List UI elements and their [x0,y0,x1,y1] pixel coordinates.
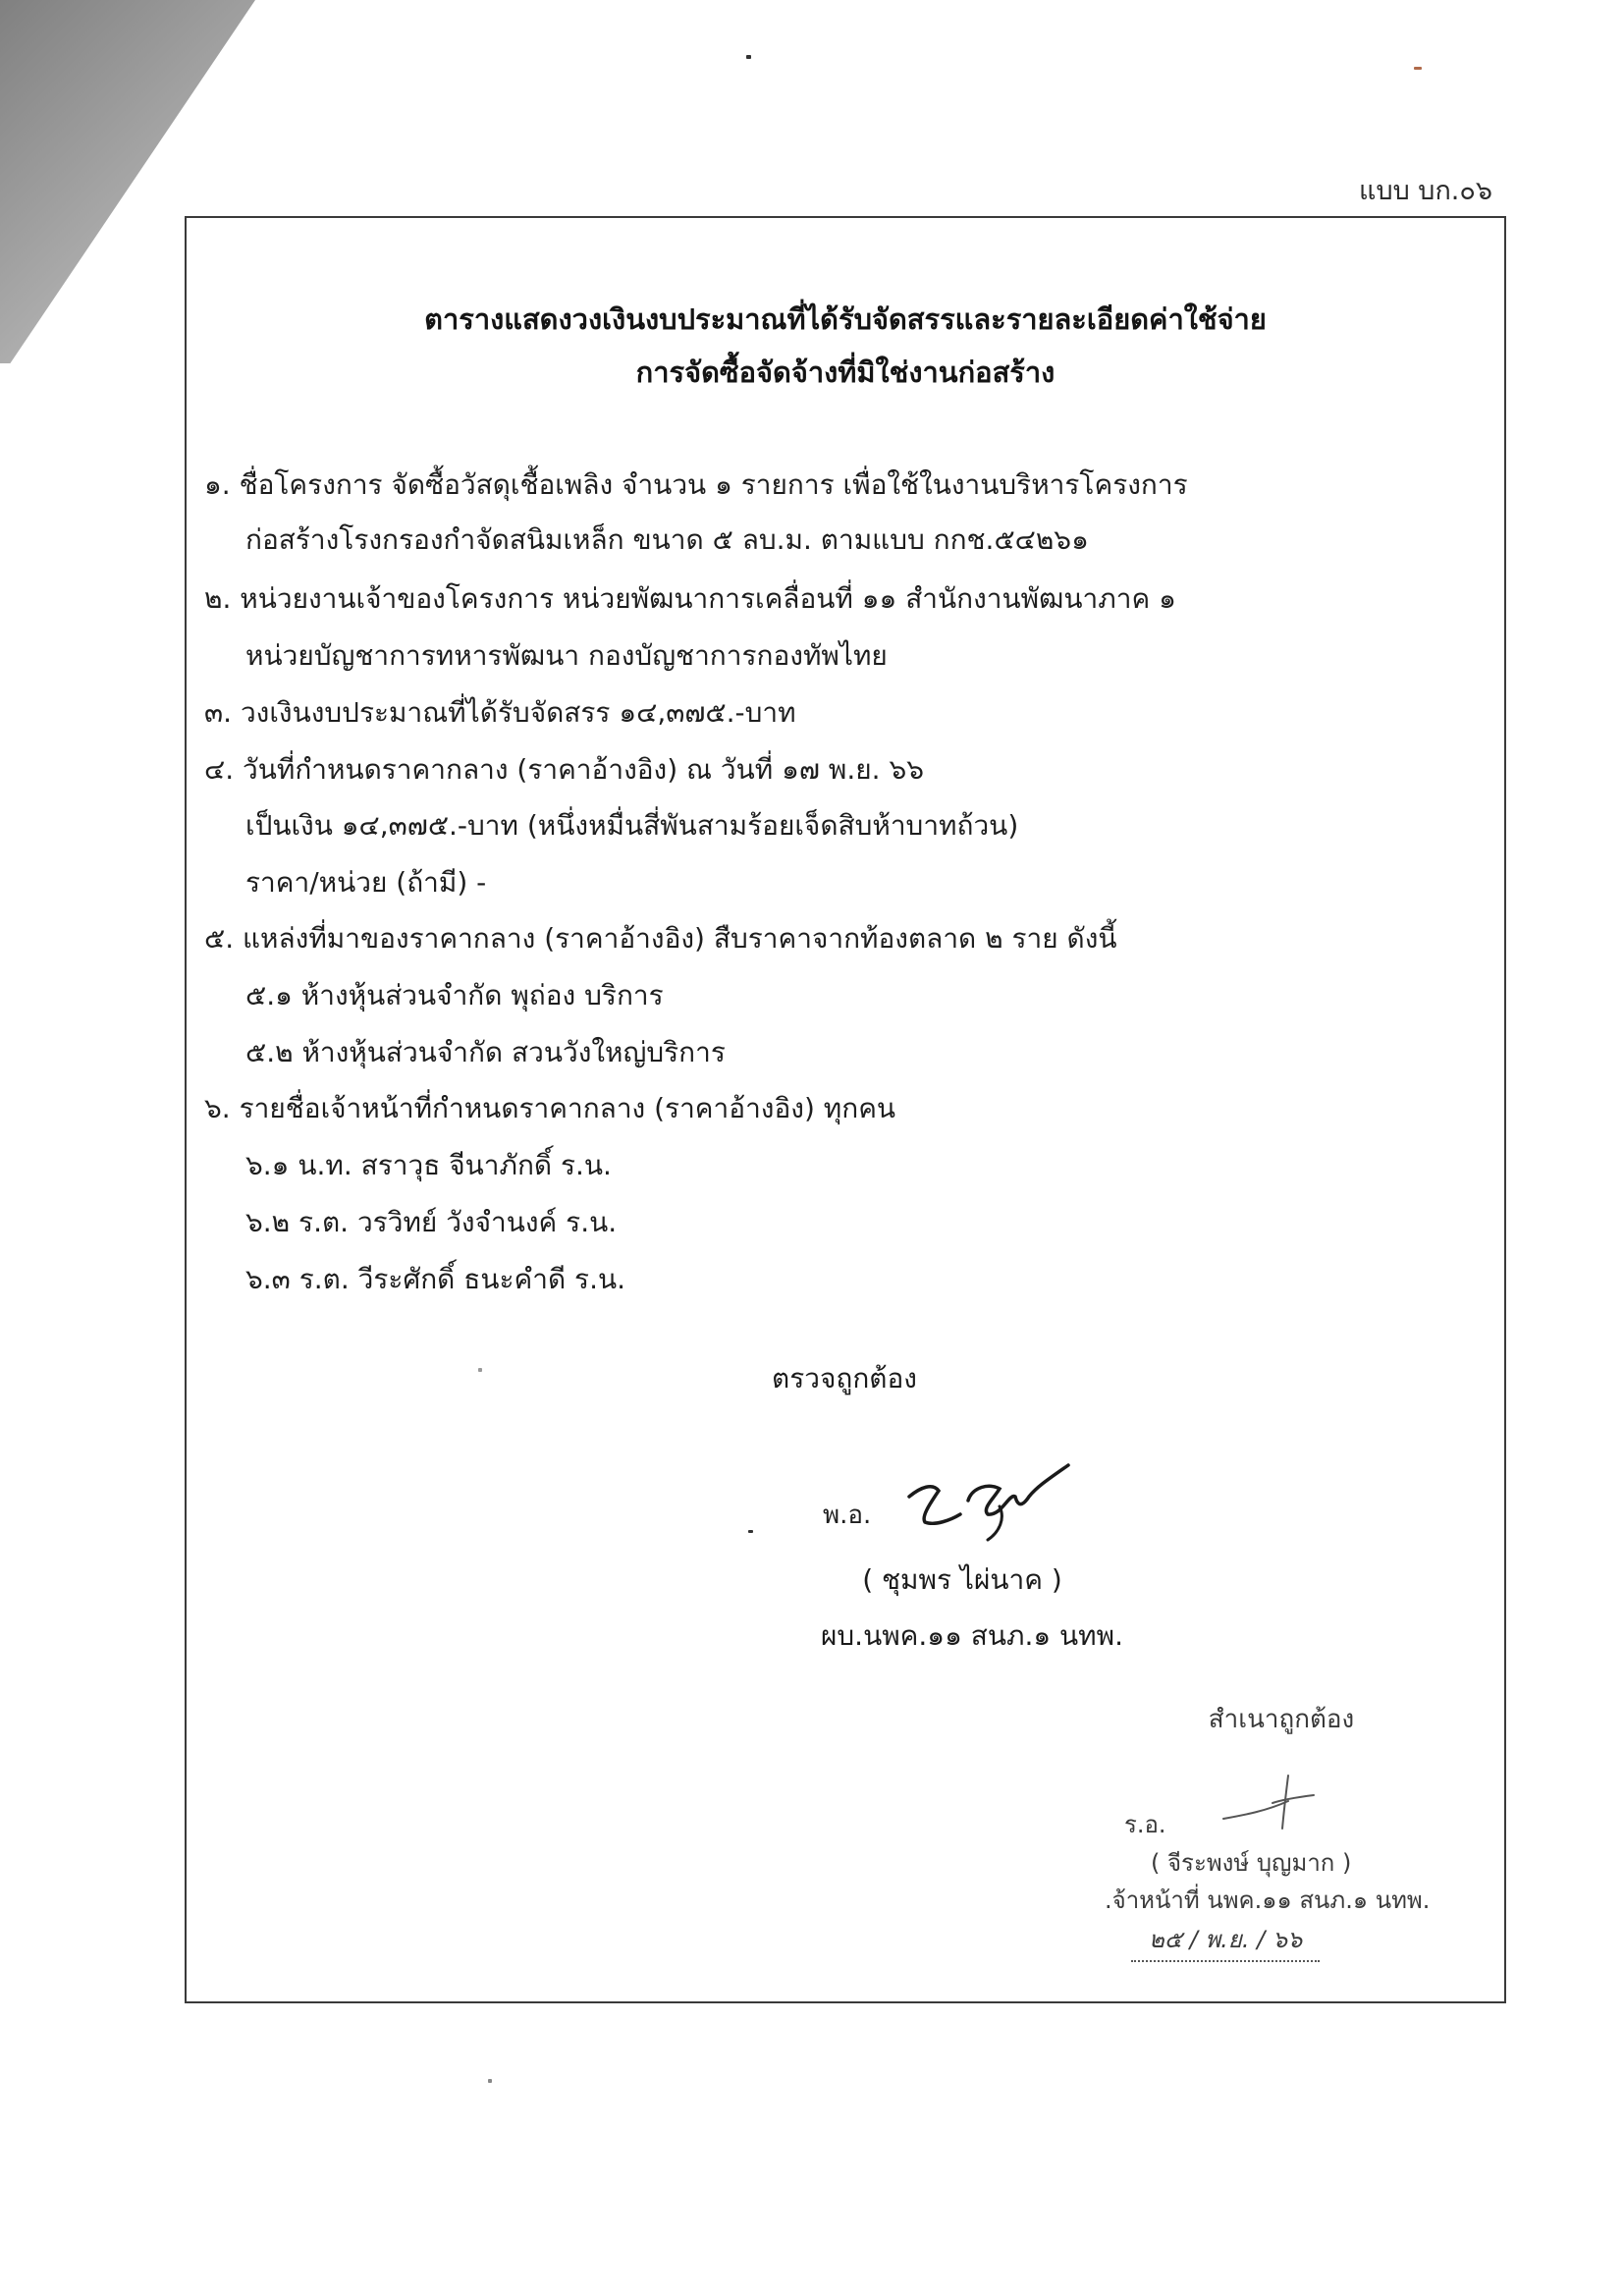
copy-cert-label: สำเนาถูกต้อง [1208,1705,1355,1734]
document-frame [185,216,1506,2003]
item-6-2-officer: ๖.๒ ร.ต. วรวิทย์ วังจำนงค์ ร.น. [245,1206,618,1238]
copy-cert-rank: ร.อ. [1124,1811,1166,1838]
document-title-line1: ตารางแสดงวงเงินงบประมาณที่ได้รับจัดสรรและรายละเอียดค่าใช้จ่าย [424,302,1267,336]
verify-position: ผบ.นพค.๑๑ สนภ.๑ นทพ. [821,1619,1123,1652]
scan-speck [488,2079,492,2083]
item-3-budget: ๓. วงเงินงบประมาณที่ได้รับจัดสรร ๑๔,๓๗๕.-บาท [204,696,796,729]
verify-name: ( ชุมพร ไผ่นาค ) [862,1563,1062,1596]
verify-label: ตรวจถูกต้อง [772,1362,917,1394]
item-5-price-source: ๕. แหล่งที่มาของราคากลาง (ราคาอ้างอิง) สืบราคาจากท้องตลาด ๒ ราย ดังนี้ [204,922,1117,955]
copy-cert-position: .จ้าหน้าที่ นพค.๑๑ สนภ.๑ นทพ. [1105,1886,1431,1914]
scan-speck [746,55,751,59]
item-6-officers: ๖. รายชื่อเจ้าหน้าที่กำหนดราคากลาง (ราคาอ้างอิง) ทุกคน [204,1092,896,1124]
copy-cert-name: ( จีระพงษ์ บุญมาก ) [1151,1849,1352,1877]
verify-rank: พ.อ. [823,1501,872,1530]
item-1-project-name-cont: ก่อสร้างโรงกรองกำจัดสนิมเหล็ก ขนาด ๕ ลบ.ม. ตามแบบ กกช.๕๔๒๖๑ [245,523,1089,556]
item-4-amount: เป็นเงิน ๑๔,๓๗๕.-บาท (หนึ่งหมื่นสี่พันสามร้อยเจ็ดสิบห้าบาทถ้วน) [245,809,1019,842]
copy-cert-date: ๒๕ / พ.ย. / ๖๖ [1131,1920,1320,1962]
item-5-1-vendor: ๕.๑ ห้างหุ้นส่วนจำกัด พุถ่อง บริการ [245,979,664,1011]
scan-speck [1414,67,1422,70]
item-6-3-officer: ๖.๓ ร.ต. วีระศักดิ์ ธนะคำดี ร.น. [245,1263,626,1295]
verify-signature [892,1457,1078,1546]
item-4-reference-date: ๔. วันที่กำหนดราคากลาง (ราคาอ้างอิง) ณ วันที่ ๑๗ พ.ย. ๖๖ [204,753,924,786]
item-6-1-officer: ๖.๑ น.ท. สราวุธ จีนาภักดิ์ ร.น. [245,1149,612,1181]
item-4-unit-price: ราคา/หน่วย (ถ้ามี) - [245,866,487,899]
form-code: แบบ บก.๐๖ [1359,176,1492,206]
item-2-owner-unit-cont: หน่วยบัญชาการทหารพัฒนา กองบัญชาการกองทัพไทย [245,639,888,672]
document-title-line2: การจัดซื้อจัดจ้างที่มิใช่งานก่อสร้าง [635,355,1056,389]
copy-cert-signature [1216,1772,1324,1832]
item-2-owner-unit: ๒. หน่วยงานเจ้าของโครงการ หน่วยพัฒนาการเคลื่อนที่ ๑๑ สำนักงานพัฒนาภาค ๑ [204,582,1176,615]
item-1-project-name: ๑. ชื่อโครงการ จัดซื้อวัสดุเชื้อเพลิง จำนวน ๑ รายการ เพื่อใช้ในงานบริหารโครงการ [204,468,1188,501]
item-5-2-vendor: ๕.๒ ห้างหุ้นส่วนจำกัด สวนวังใหญ่บริการ [245,1036,726,1068]
